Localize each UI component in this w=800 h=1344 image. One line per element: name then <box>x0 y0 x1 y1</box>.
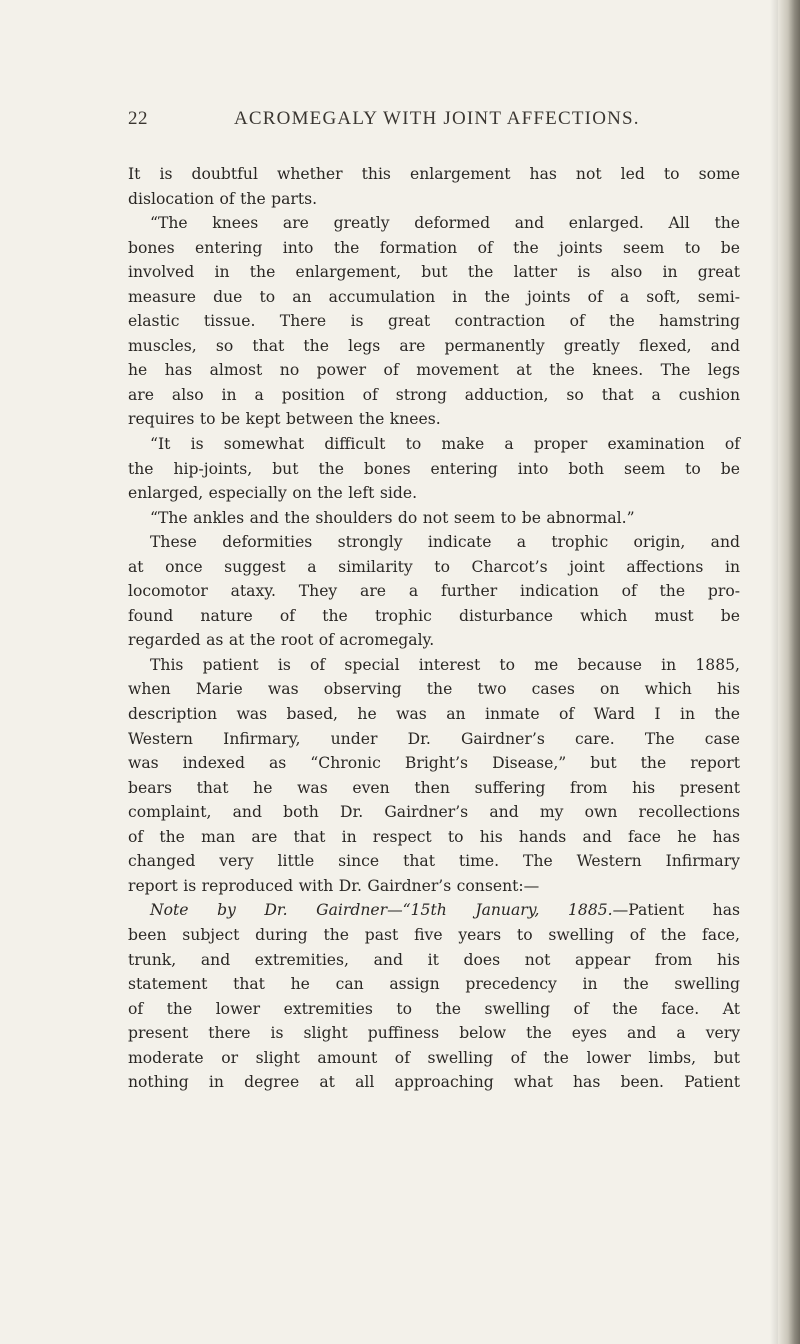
text-line: requires to be kept between the knees. <box>128 410 441 429</box>
text-line: “It is somewhat difficult to make a proper examination of <box>150 435 740 454</box>
page-header <box>128 108 728 136</box>
running-head: ACROMEGALY WITH JOINT AFFECTIONS. <box>234 108 640 129</box>
text-line: bears that he was even then suffering from his present <box>128 778 740 797</box>
text-line: was indexed as “Chronic Bright’s Disease,” but the report <box>128 754 740 773</box>
text-line: at once suggest a similarity to Charcot’s joint affections in <box>128 557 740 576</box>
text-line: the hip-joints, but the bones entering into both seem to be <box>128 459 740 478</box>
page-edge <box>778 0 800 1344</box>
text-line: elastic tissue. There is great contraction of the hamstring <box>128 312 740 331</box>
text-line: trunk, and extremities, and it does not appear from his <box>128 950 740 969</box>
note-line <box>128 898 740 923</box>
text-line: “The ankles and the shoulders do not seem to be abnormal.” <box>150 508 635 527</box>
text-line: report is reproduced with Dr. Gairdner’s consent:— <box>128 876 540 895</box>
text-line: when Marie was observing the two cases on which his <box>128 680 740 699</box>
text-line: dislocation of the parts. <box>128 189 318 208</box>
text-line: measure due to an accumulation in the joints of a soft, semi- <box>128 287 740 306</box>
text-line: locomotor ataxy. They are a further indication of the pro- <box>128 582 740 601</box>
text-line: changed very little since that time. The Western Infirmary <box>128 852 740 871</box>
page-gutter-shadow <box>770 0 778 1344</box>
text-line: involved in the enlargement, but the latter is also in great <box>128 263 740 282</box>
text-line: nothing in degree at all approaching what has been. Patient <box>128 1073 740 1092</box>
text-line: These deformities strongly indicate a trophic origin, and <box>150 533 740 552</box>
text-line: he has almost no power of movement at the knees. The legs <box>128 361 740 380</box>
text-line: of the man are that in respect to his hands and face he has <box>128 827 740 846</box>
text-line: of the lower extremities to the swelling of the face. At <box>128 999 740 1018</box>
note-text: —Patient has <box>612 901 740 920</box>
text-line: been subject during the past five years to swelling of the face, <box>128 925 740 944</box>
text-line: statement that he can assign precedency in the swelling <box>128 975 740 994</box>
page-number: 22 <box>128 108 148 129</box>
text-line: This patient is of special interest to me because in 1885, <box>150 655 740 674</box>
text-line: Western Infirmary, under Dr. Gairdner’s care. The case <box>128 729 740 748</box>
text-line: regarded as at the root of acromegaly. <box>128 631 435 650</box>
text-line: complaint, and both Dr. Gairdner’s and my own recollections <box>128 803 740 822</box>
text-line: muscles, so that the legs are permanently greatly flexed, and <box>128 336 740 355</box>
body-text <box>128 162 740 1095</box>
text-line: found nature of the trophic disturbance which must be <box>128 606 740 625</box>
text-line: present there is slight puffiness below the eyes and a very <box>128 1024 740 1043</box>
text-line: description was based, he was an inmate of Ward I in the <box>128 705 740 724</box>
text-line: are also in a position of strong adduction, so that a cushion <box>128 385 740 404</box>
text-line: It is doubtful whether this enlargement has not led to some <box>128 165 740 183</box>
text-line: enlarged, especially on the left side. <box>128 484 418 503</box>
text-line: “The knees are greatly deformed and enlarged. All the <box>150 214 740 233</box>
text-line: moderate or slight amount of swelling of the lower limbs, but <box>128 1048 740 1067</box>
note-attribution: Note by Dr. Gairdner—“15th January, 1885. <box>150 901 613 920</box>
text-line: bones entering into the formation of the joints seem to be <box>128 238 740 257</box>
